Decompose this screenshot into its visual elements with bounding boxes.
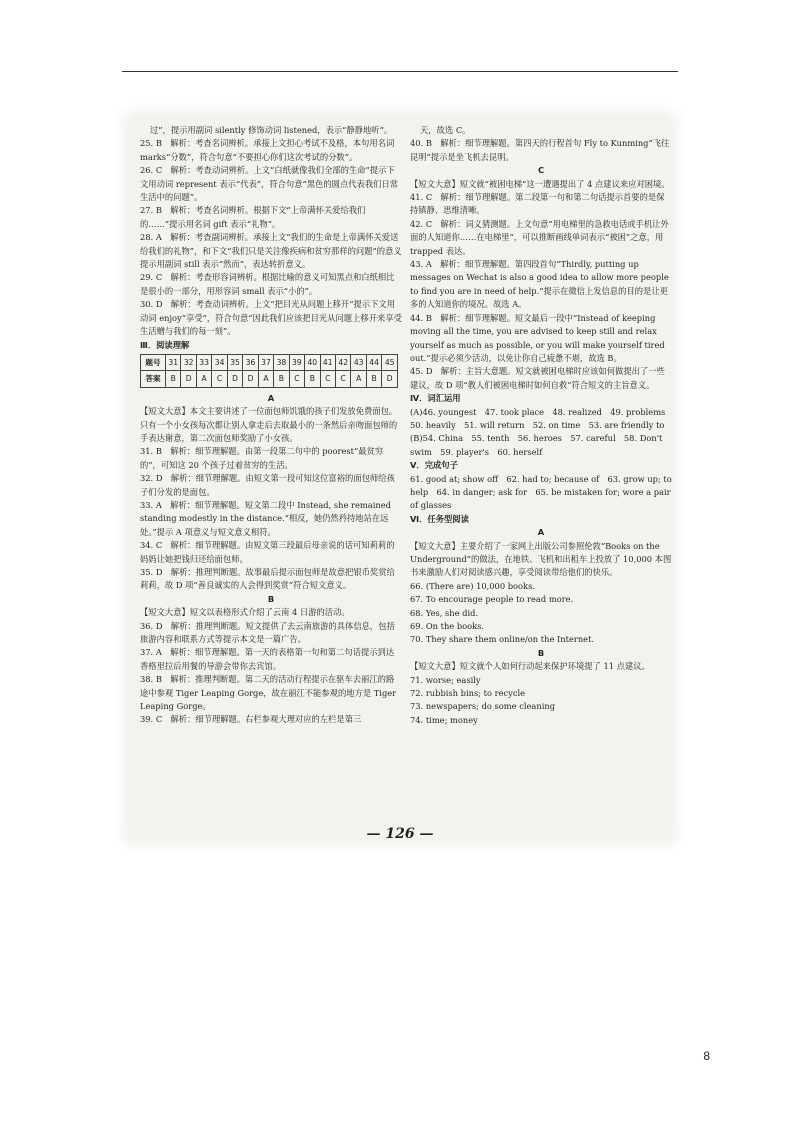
paragraph: 39. C 解析：细节理解题。右栏参观大理对应的左栏是第三 [140, 714, 362, 725]
paragraph: 33. A 解析：细节理解题。短文第二段中 Instead, she remained standing modestly in the distance.“相反，她仍然矜持地站在远处。”提示 A 项意义与短文意义相符。 [140, 499, 391, 537]
paragraph: B [267, 593, 275, 604]
answer-cell: D [181, 371, 196, 387]
paragraph: 61. good at; show off 62. had to; because of 63. grow up; to help 64. in danger; ask for 65. be mistaken for; wore a pair of glasses [410, 473, 672, 511]
header-rule [122, 71, 678, 72]
paragraph: 31. B 解析：细节理解题。由第一段第二句中的 poorest“最贫穷的”，可知这 20 个孩子过着贫穷的生活。 [140, 446, 384, 470]
paragraph: 67. To encourage people to read more. [410, 594, 574, 605]
paragraph: 42. C 解析：词义猜测题。上文句意“用电梯里的急救电话或手机让外面的人知道你……在电梯里”，可以推断画线单词表示“被困”之意，用 trapped 表达。 [410, 218, 669, 256]
paragraph: 【短文大意】短文以表格形式介绍了云南 4 日游的活动。 [140, 607, 350, 618]
answer-cell: A [351, 371, 366, 387]
question-number-cell: 31 [166, 354, 181, 370]
paragraph: Ⅵ．任务型阅读 [410, 513, 469, 524]
answer-table-answer-label: 答案 [141, 371, 166, 387]
paragraph: 41. C 解析：细节理解题。第二段第一句和第二句话提示首要的是保持镇静、思维清晰。 [410, 192, 665, 216]
paragraph: 32. D 解析：细节理解题。由短文第一段可知这位富裕的面包师给孩子们分发的是面包。 [140, 473, 395, 497]
answer-cell: B [166, 371, 181, 387]
paragraph: 28. A 解析：考查副词辨析。承接上文“我们的生命是上帝满怀关爱送给我们的礼物”，和下文“我们只是关注像疾病和贫穷那样的问题”的意义提示用副词 still 表示“然而”，表达转折意义。 [140, 232, 402, 270]
paragraph: 70. They share them online/on the Internet. [410, 634, 595, 645]
answer-cell: B [305, 371, 320, 387]
paragraph: 27. B 解析：考查名词辨析。根据下文“上帝满怀关爱给我们的……”提示用名词 gift 表示“礼物”。 [140, 205, 366, 229]
paragraph: 73. newspapers; do some cleaning [410, 701, 556, 712]
paragraph: 44. B 解析：细节理解题。短文最后一段中“Instead of keeping moving all the time, you are advised to keep still and relax yourself as much as possible, or you will make yourself tired out.”提示必须少活动，以免让你自己疲惫不堪，故选 B。 [410, 312, 665, 363]
paragraph: Ⅴ．完成句子 [410, 460, 458, 471]
question-number-cell: 34 [212, 354, 227, 370]
answer-table-header-label: 题号 [141, 354, 166, 370]
paragraph: 68. Yes, she did. [410, 607, 479, 618]
paragraph: C [537, 165, 545, 176]
answer-cell: B [366, 371, 381, 387]
paragraph: 72. rubbish bins; to recycle [410, 688, 526, 699]
left-paragraphs [140, 124, 402, 352]
question-number-cell: 44 [366, 354, 381, 370]
answer-cell: C [335, 371, 350, 387]
answer-cell: C [320, 371, 335, 387]
paragraph: 35. D 解析：推理判断题。故事最后提示面包师是故意把银币奖赏给莉莉，故 D 项“善良诚实的人会得到奖赏”符合短文意义。 [140, 567, 395, 591]
paragraph: Ⅲ．阅读理解 [140, 339, 190, 350]
question-number-cell: 41 [320, 354, 335, 370]
paragraph: 66. (There are) 10,000 books. [410, 580, 535, 591]
question-number-cell: 40 [305, 354, 320, 370]
question-number-cell: 38 [274, 354, 289, 370]
question-number-cell: 45 [382, 354, 398, 370]
answer-cell: A [258, 371, 273, 387]
paragraph: A [267, 392, 275, 403]
answer-table [140, 354, 398, 388]
answer-cell: D [382, 371, 398, 387]
paragraph: 【短文大意】短文就个人如何行动起来保护环境提了 11 点建议。 [410, 661, 650, 672]
paragraph: 【短文大意】本文主要讲述了一位面包师饥饿的孩子们发放免费面包。只有一个小女孩每次都让别人拿走后去取最小的一条然后亲吻面包师的手表达谢意，第二次面包师奖励了小女孩。 [140, 406, 398, 443]
right-column [410, 124, 672, 727]
answer-cell: D [243, 371, 258, 387]
paragraph: 天，故选 C。 [420, 125, 471, 135]
left-paragraphs-2 [140, 392, 402, 727]
paragraph: 38. B 解析：推理判断题。第二天的活动行程提示在驱车去丽江的路途中参观 Tiger Leaping Gorge，故在丽江不能参观的地方是 Tiger Leaping Gorge。 [140, 674, 397, 712]
paragraph: Ⅳ．词汇运用 [410, 393, 461, 404]
answer-cell: C [289, 371, 304, 387]
paragraph: 25. B 解析：考查名词辨析。承接上文担心考试不及格，本句用名词 marks“分数”，符合句意“不要担心你们这次考试的分数”。 [140, 138, 395, 162]
paragraph: 71. worse; easily [410, 674, 481, 685]
paragraph: 45. D 解析：主旨大意题。短文就被困电梯时应该如何做提出了一些建议，故 D 项“教人们被困电梯时如何自救”符合短文的主旨意义。 [410, 366, 665, 390]
paragraph: 43. A 解析：细节理解题。第四段首句“Thirdly, putting up messages on Wechat is also a good idea to allow more people to find you are in need of help.”提示在微信上发信息的目的是让更多的人知道你的境况。故选 A。 [410, 259, 669, 310]
right-paragraphs [410, 124, 672, 727]
question-number-cell: 39 [289, 354, 304, 370]
paragraph: 37. A 解析：细节理解题。第一天的表格第一句和第二句话提示到达香格里拉后用餐的导游会带你去宾馆。 [140, 647, 395, 671]
page-number: — 126 — [366, 826, 434, 842]
question-number-cell: 32 [181, 354, 196, 370]
paragraph: B [537, 647, 545, 658]
answer-table-numbers-row [141, 354, 398, 370]
paragraph: A [537, 527, 545, 538]
paragraph: 74. time; money [410, 714, 478, 725]
question-number-cell: 43 [351, 354, 366, 370]
paragraph: 【短文大意】主要介绍了一家网上出版公司参照伦敦“Books on the Underground”的做法，在地铁、飞机和出租车上投放了 10,000 本图书来激励人们对阅读感兴趣，享受阅读带给他们的快乐。 [410, 540, 672, 578]
paragraph: 过”，提示用副词 silently 修饰动词 listened，表示“静静地听”。 [150, 125, 393, 135]
paragraph: 69. On the books. [410, 621, 485, 632]
paragraph: 29. C 解析：考查形容词辨析。根据比喻的意义可知黑点和白纸相比是很小的一部分，用形容词 small 表示“小的”。 [140, 272, 395, 296]
paragraph: 30. D 解析：考查动词辨析。上文“把目光从问题上移开”提示下文用动词 enjoy“享受”，符合句意“因此我们应该把目光从问题上移开来享受生活赠与我们的每一刻”。 [140, 299, 402, 337]
paragraph: 34. C 解析：细节理解题。由短文第三段最后母亲说的话可知莉莉的妈妈让她把钱归还给面包师。 [140, 540, 395, 564]
corner-number: 8 [703, 1049, 710, 1063]
paragraph: (A)46. youngest 47. took place 48. realized 49. problems 50. heavily 51. will return 52. on time 53. are friendly to (B)54. China 55. tenth 56. heroes 57. careful 58. Don't swim 59. player's 60. herself [410, 406, 674, 457]
answer-cell: A [196, 371, 211, 387]
paragraph: 【短文大意】短文就“被困电梯”这一遭遇提出了 4 点建议来应对困境。 [410, 178, 670, 189]
question-number-cell: 37 [258, 354, 273, 370]
paragraph: 36. D 解析：推理判断题。短文提供了去云南旅游的具体信息，包括旅游内容和联系方式等提示本文是一篇广告。 [140, 620, 395, 645]
left-column [140, 124, 402, 727]
question-number-cell: 36 [243, 354, 258, 370]
answer-cell: D [227, 371, 242, 387]
paragraph: 26. C 解析：考查动词辨析。上文“白纸就像我们全部的生命”提示下文用动词 represent 表示“代表”，符合句意“黑色的圆点代表我们日常生活中的问题”。 [140, 165, 399, 203]
question-number-cell: 42 [335, 354, 350, 370]
answer-cell: C [212, 371, 227, 387]
answer-cell: B [274, 371, 289, 387]
paragraph: 40. B 解析：细节理解题。第四天的行程首句 Fly to Kunming“飞往昆明”提示是坐飞机去昆明。 [410, 138, 670, 162]
question-number-cell: 35 [227, 354, 242, 370]
answer-table-answers-row [141, 371, 398, 387]
question-number-cell: 33 [196, 354, 211, 370]
